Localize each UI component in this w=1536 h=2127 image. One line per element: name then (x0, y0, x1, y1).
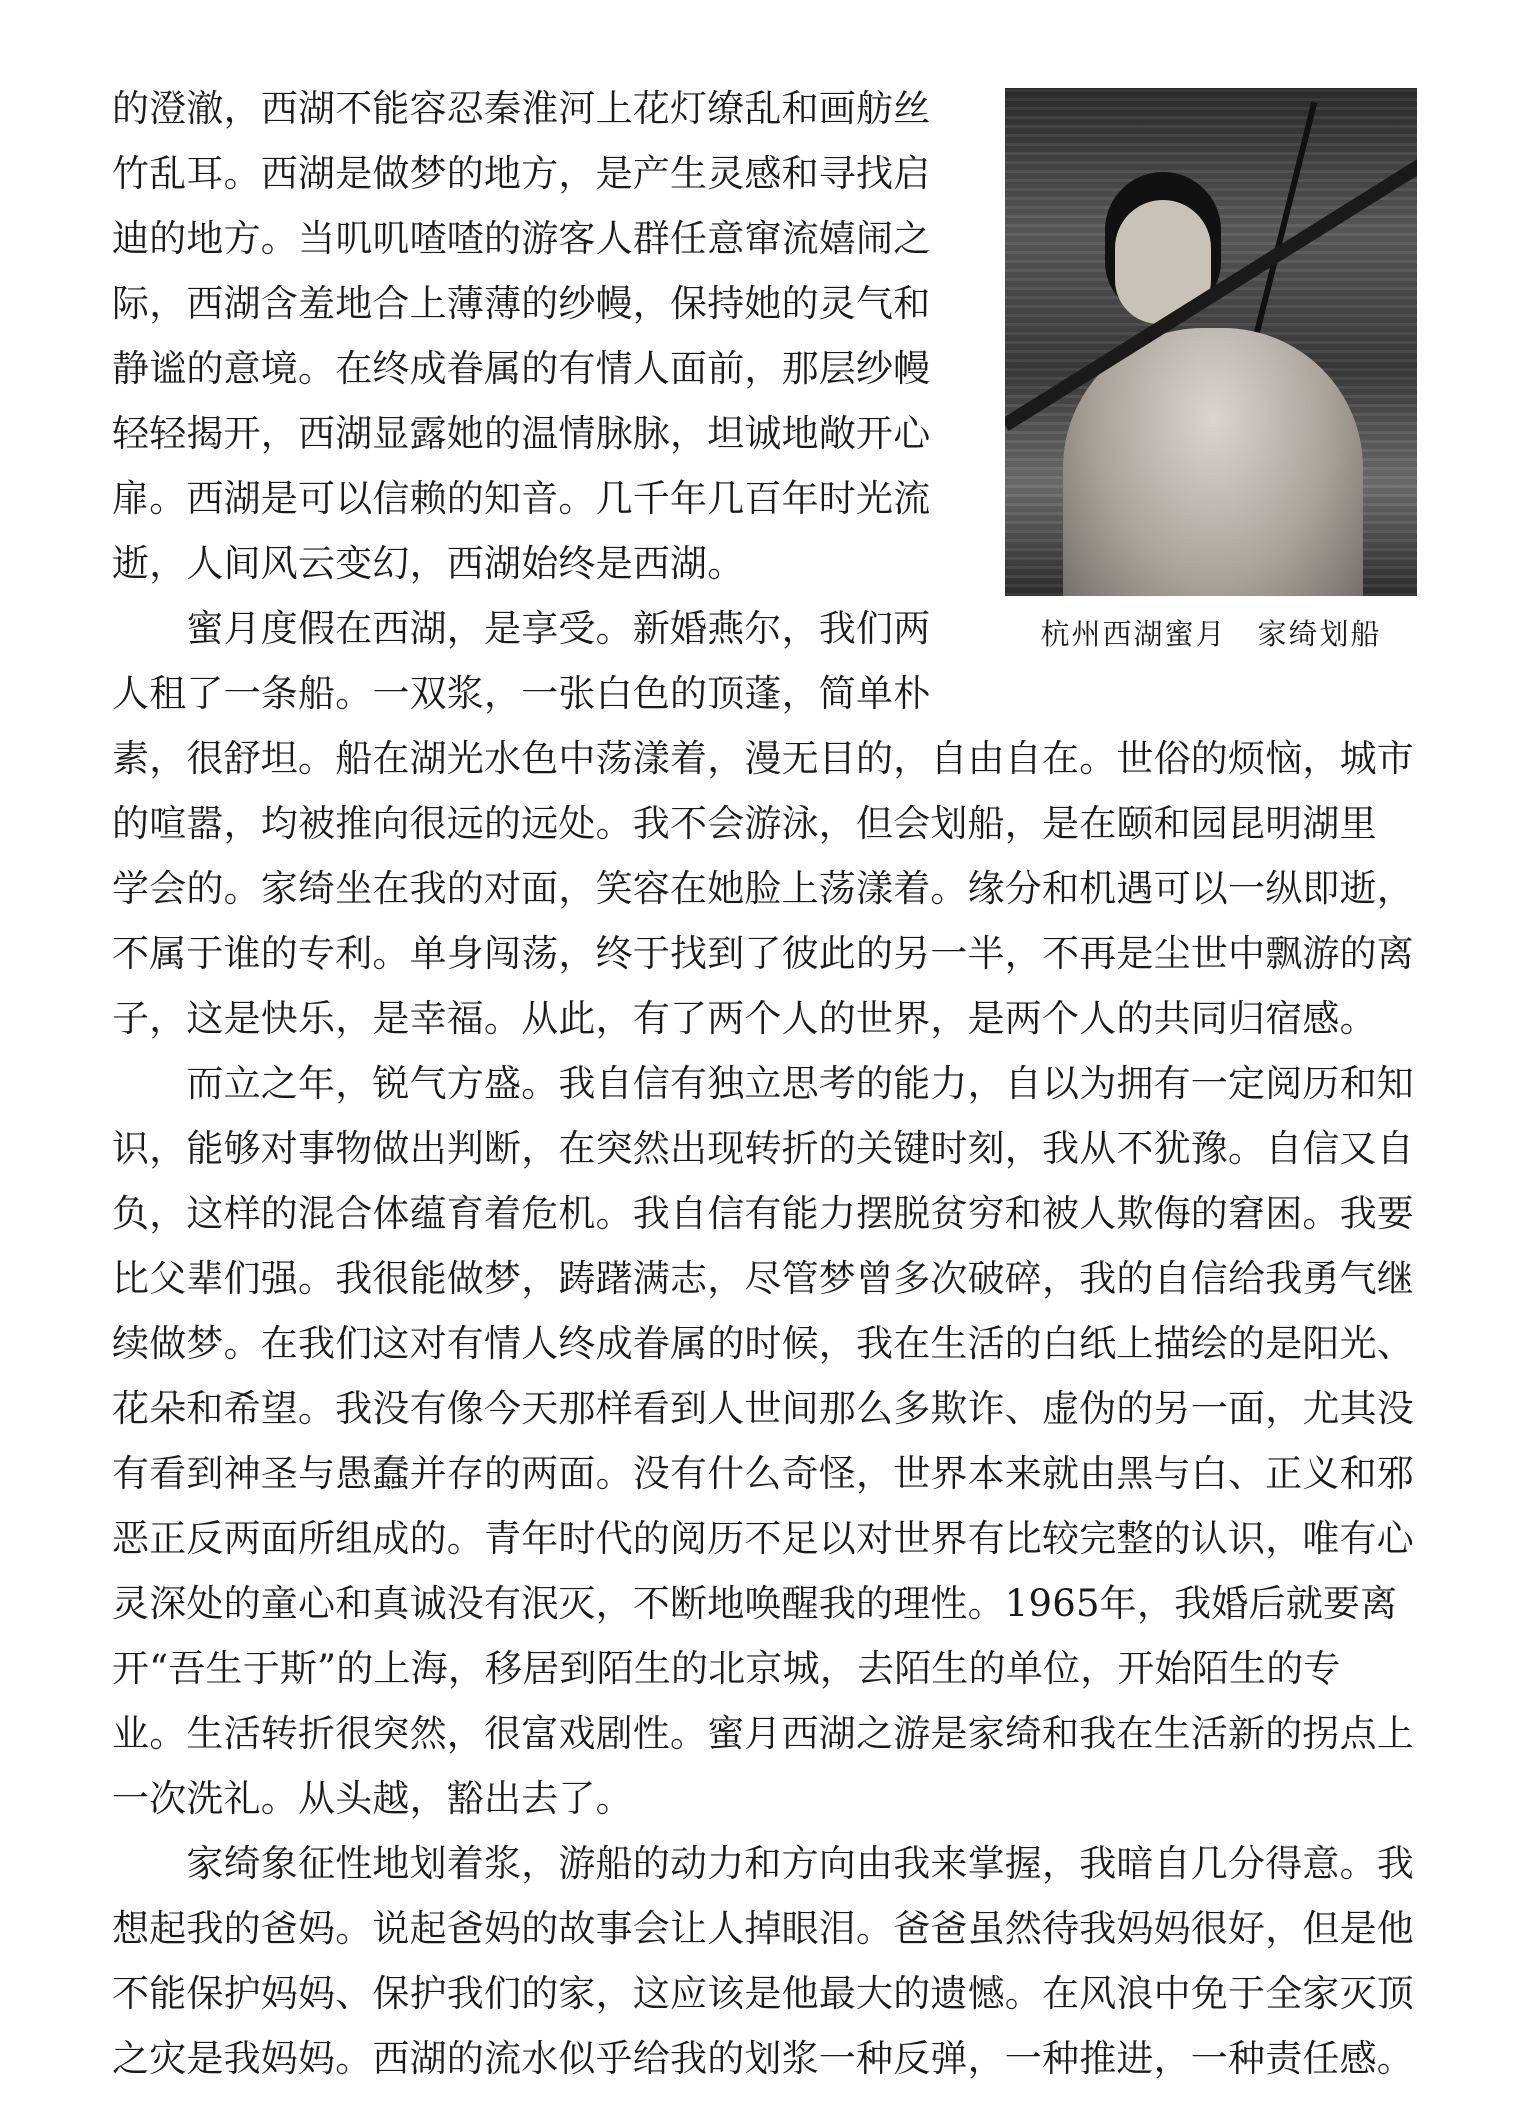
text-line: 的喧嚣，均被推向很远的远处。我不会游泳，但会划船，是在颐和园昆明湖里 (112, 802, 1377, 845)
text-line: 想起我的爸妈。说起爸妈的故事会让人掉眼泪。爸爸虽然待我妈妈很好，但是他 (112, 1907, 1414, 1950)
text-line: 轻轻揭开，西湖显露她的温情脉脉，坦诚地敞开心 (112, 412, 931, 455)
text-line: 开“吾生于斯”的上海，移居到陌生的北京城，去陌生的单位，开始陌生的专 (112, 1647, 1341, 1690)
text-line: 静谧的意境。在终成眷属的有情人面前，那层纱幔 (112, 347, 931, 390)
text-line: 迪的地方。当叽叽喳喳的游客人群任意窜流嬉闹之 (112, 217, 931, 260)
text-line: 的澄澈，西湖不能容忍秦淮河上花灯缭乱和画舫丝 (112, 87, 931, 130)
text-line: 蜜月度假在西湖，是享受。新婚燕尔，我们两 (112, 607, 931, 650)
text-line: 竹乱耳。西湖是做梦的地方，是产生灵感和寻找启 (112, 152, 931, 195)
text-line: 不属于谁的专利。单身闯荡，终于找到了彼此的另一半，不再是尘世中飘游的离 (112, 932, 1414, 975)
text-line: 家绮象征性地划着浆，游船的动力和方向由我来掌握，我暗自几分得意。我 (112, 1842, 1414, 1885)
text-line: 负，这样的混合体蕴育着危机。我自信有能力摆脱贫穷和被人欺侮的窘困。我要 (112, 1192, 1414, 1235)
text-line: 扉。西湖是可以信赖的知音。几千年几百年时光流 (112, 477, 931, 520)
text-line: 而立之年，锐气方盛。我自信有独立思考的能力，自以为拥有一定阅历和知 (112, 1062, 1414, 1105)
text-line: 比父辈们强。我很能做梦，踌躇满志，尽管梦曾多次破碎，我的自信给我勇气继 (112, 1257, 1414, 1300)
text-line: 业。生活转折很突然，很富戏剧性。蜜月西湖之游是家绮和我在生活新的拐点上 (112, 1712, 1414, 1755)
text-line: 子，这是快乐，是幸福。从此，有了两个人的世界，是两个人的共同归宿感。 (112, 997, 1377, 1040)
text-line: 一次洗礼。从头越，豁出去了。 (112, 1777, 633, 1820)
text-line: 识，能够对事物做出判断，在突然出现转折的关键时刻，我从不犹豫。自信又自 (112, 1127, 1414, 1170)
text-line: 恶正反两面所组成的。青年时代的阅历不足以对世界有比较完整的认识，唯有心 (112, 1517, 1414, 1560)
text-line: 不能保护妈妈、保护我们的家，这应该是他最大的遗憾。在风浪中免于全家灭顶 (112, 1972, 1414, 2015)
text-line: 续做梦。在我们这对有情人终成眷属的时候，我在生活的白纸上描绘的是阳光、 (112, 1322, 1414, 1365)
text-line: 人租了一条船。一双浆，一张白色的顶蓬，简单朴 (112, 672, 931, 715)
text-line: 素，很舒坦。船在湖光水色中荡漾着，漫无目的，自由自在。世俗的烦恼，城市 (112, 737, 1414, 780)
text-line: 灵深处的童心和真诚没有泯灭，不断地唤醒我的理性。1965年，我婚后就要离 (112, 1582, 1398, 1625)
text-line: 逝，人间风云变幻，西湖始终是西湖。 (112, 542, 745, 585)
text-line: 有看到神圣与愚蠢并存的两面。没有什么奇怪，世界本来就由黑与白、正义和邪 (112, 1452, 1414, 1495)
text-line: 之灾是我妈妈。西湖的流水似乎给我的划浆一种反弹，一种推进，一种责任感。 (112, 2037, 1414, 2080)
text-line: 花朵和希望。我没有像今天那样看到人世间那么多欺诈、虚伪的另一面，尤其没 (112, 1387, 1414, 1430)
text-line: 际，西湖含羞地合上薄薄的纱幔，保持她的灵气和 (112, 282, 931, 325)
text-line: 学会的。家绮坐在我的对面，笑容在她脸上荡漾着。缘分和机遇可以一纵即逝， (112, 867, 1414, 910)
photo-caption: 杭州西湖蜜月 家绮划船 (1040, 617, 1382, 651)
